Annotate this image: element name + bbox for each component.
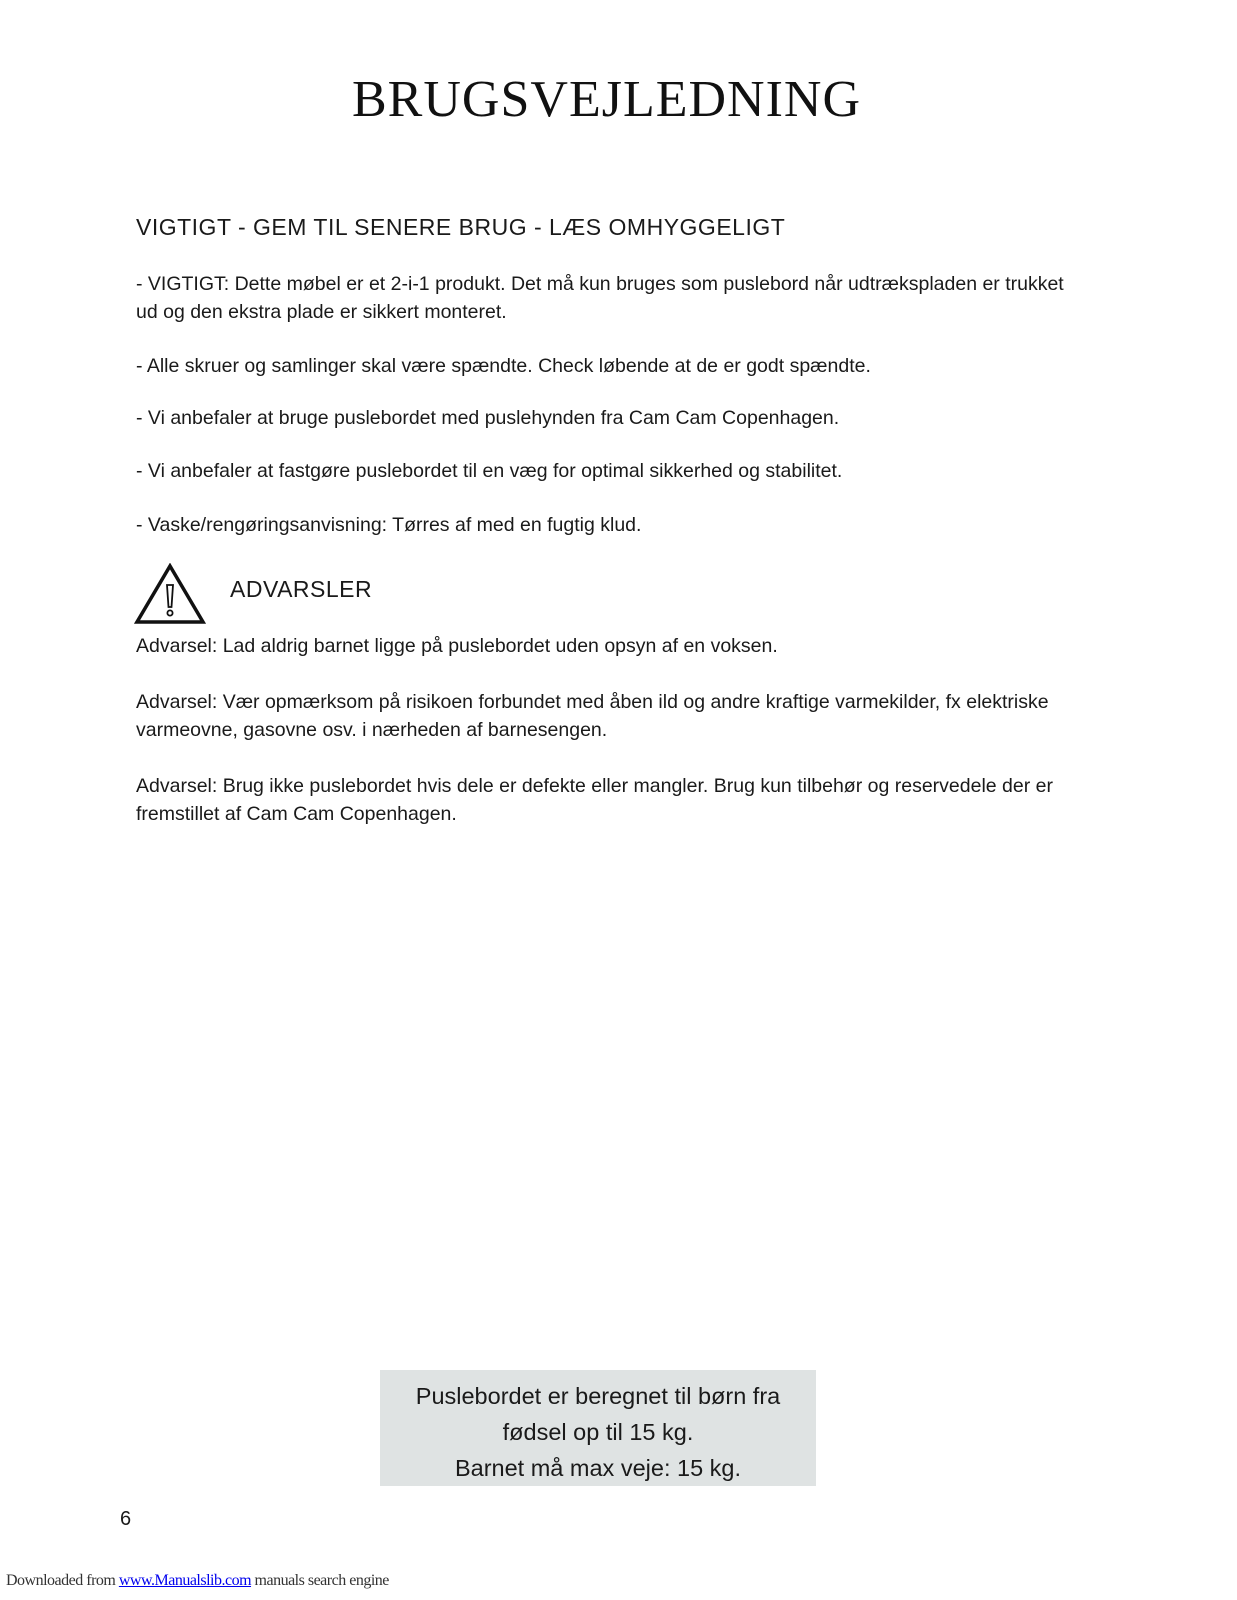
info-box-line: Barnet må max veje: 15 kg.: [454, 1455, 742, 1481]
section-heading: VIGTIGT - GEM TIL SENERE BRUG - LÆS OMHYGGELIGT: [136, 214, 786, 240]
download-footer: [6, 1572, 389, 1590]
warnings-title: ADVARSLER: [230, 576, 373, 602]
manualslib-link[interactable]: www.Manualslib.com: [118, 1572, 252, 1589]
footer-prefix: Downloaded from: [6, 1572, 119, 1589]
warning-triangle-icon: [134, 563, 206, 625]
info-box-line: fødsel op til 15 kg.: [502, 1419, 694, 1445]
warning-item: Advarsel: Lad aldrig barnet ligge på puslebordet uden opsyn af en voksen.: [136, 635, 778, 657]
warning-item: Advarsel: Vær opmærksom på risikoen forbundet med åben ild og andre kraftige varmekilder, fx elektriske varmeovne, gasovne osv. i nærheden af barnesengen.: [136, 691, 1049, 741]
page-title: BRUGSVEJLEDNING: [352, 71, 861, 128]
instruction-item: - Vi anbefaler at bruge puslebordet med puslehynden fra Cam Cam Copenhagen.: [136, 407, 840, 429]
warning-item: Advarsel: Brug ikke puslebordet hvis dele er defekte eller mangler. Brug kun tilbehør og reservedele der er fremstillet af Cam Cam Copenhagen.: [136, 775, 1053, 825]
footer-suffix: manuals search engine: [251, 1572, 389, 1589]
weight-info-box: [380, 1370, 816, 1486]
instruction-item: - Vaske/rengøringsanvisning: Tørres af med en fugtig klud.: [136, 514, 642, 536]
page-number: 6: [120, 1508, 132, 1530]
warnings-header: [134, 562, 206, 626]
info-box-line: Puslebordet er beregnet til børn fra: [415, 1383, 781, 1409]
instruction-item: - Alle skruer og samlinger skal være spændte. Check løbende at de er godt spændte.: [136, 355, 871, 377]
instruction-item: - Vi anbefaler at fastgøre puslebordet til en væg for optimal sikkerhed og stabilitet.: [136, 460, 843, 482]
instruction-item: - VIGTIGT: Dette møbel er et 2-i-1 produkt. Det må kun bruges som puslebord når udtrækspladen er trukket ud og den ekstra plade er sikkert monteret.: [136, 273, 1064, 323]
